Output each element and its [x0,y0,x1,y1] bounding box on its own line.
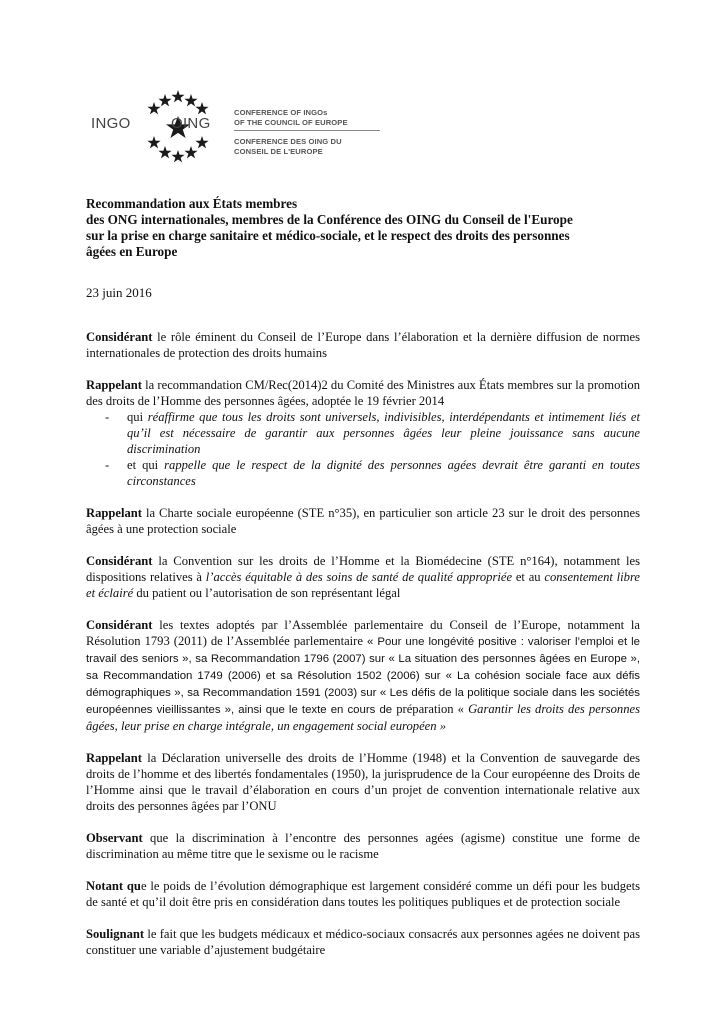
star-icon [171,150,184,162]
star-icon [184,146,197,158]
paragraph-observant [86,830,640,862]
paragraph-text: du patient ou l’autorisation de son représentant légal [133,586,401,600]
paragraph-italic: l’accès équitable à des soins de santé de qualité appropriée [205,570,513,584]
paragraph-considerant-2 [86,553,640,601]
bullet-italic: réaffirme que tous les droits sont universels, indivisibles, interdépendants et intimement liés et qu’il est nécessaire de garantir aux personnes âgées leur pleine jouissance sans aucune discrimination [127,410,640,456]
paragraph-sans-text: « Pour une longévité positive : valoriser l’emploi et le travail des seniors », sa Recommandation 1796 (2007) sur « La situation des personnes âgées en Europe », sa Recommandation 1749 (2006) et sa Résolution 1502 (2006) sur « La cohésion sociale face aux défis démographiques », sa Recommandation 1591 (2003) sur « Les défis de la politique sociale dans les sociétés européennes vieillissantes », ainsi que le texte en cours de [86,636,640,716]
star-icon [195,102,208,114]
bullet-dash: - [105,458,110,472]
star-icon [147,136,160,148]
star-icon [158,94,171,106]
paragraph-considerant-3 [86,617,640,734]
paragraph-rappelant-2 [86,505,640,537]
lead-word: Rappelant [86,751,142,765]
document-title [86,196,646,260]
lead-word: Notant qu [86,879,141,893]
star-icon [147,102,160,114]
paragraph-text: le rôle éminent du Conseil de l’Europe dans l’élaboration et la dernière diffusion de normes internationales de protection des droits humains [86,330,640,360]
lead-word: Considérant [86,330,153,344]
star-icon [171,90,184,102]
document-body [86,329,640,974]
bullet-text: et qui [127,458,165,472]
bullet-italic: rappelle que le respect de la dignité des personnes agées devrait être garanti en toutes circonstances [127,458,640,488]
logo-text-english [234,108,348,128]
document-date: 23 juin 2016 [86,285,152,300]
paragraph-text: la Charte sociale européenne (STE n°35), en particulier son article 23 sur le droit des personnes âgées à une protection sociale [86,506,640,536]
logo-en-line-2: OF THE COUNCIL OF EUROPE [234,118,348,127]
paragraph-rappelant-1 [86,377,640,489]
paragraph-rappelant-3 [86,750,640,814]
paragraph-text: le fait que les budgets médicaux et médico-sociaux consacrés aux personnes agées ne doivent pas constituer une variable d’ajustement budgétaire [86,927,640,957]
logo-en-line-1: CONFERENCE OF INGOs [234,108,328,117]
star-icon [195,136,208,148]
star-icon [158,146,171,158]
paragraph-soulignant [86,926,640,958]
logo-word-oing: OING [171,115,211,132]
paragraph-text: et au [512,570,545,584]
title-line-2: des ONG internationales, membres de la Conférence des OING du Conseil de l'Europe [86,212,573,227]
paragraph-text: la recommandation CM/Rec(2014)2 du Comité des Ministres aux États membres sur la promotion des droits de l’Homme des personnes âgées, adoptée le 19 février 2014 [86,378,640,408]
lead-word: Soulignant [86,927,145,941]
lead-word: Rappelant [86,378,142,392]
paragraph-text: la Déclaration universelle des droits de l’Homme (1948) et la Convention de sauvegarde des droits de l’homme et des libertés fondamentales (1950), la jurisprudence de la Cour européenne des Droits de l’Homme ainsi que le travail d’élaboration en cours d’un projet de convention internationale relative aux droits des personnes âgées par l’ONU [86,751,640,813]
star-icon [184,94,197,106]
bullet-item [105,409,640,457]
paragraph-considerant-1 [86,329,640,361]
lead-word: Considérant [86,618,153,632]
lead-word: Considérant [86,554,153,568]
title-line-3: sur la prise en charge sanitaire et médico-sociale, et le respect des droits des personnes [86,228,570,243]
bullet-item [105,457,640,489]
paragraph-text: la Convention sur les droits de l’Homme et la Biomédecine (STE n°164), notamment les dispositions relatives à [86,554,640,584]
paragraph-text: les textes adoptés par l’Assemblée parlementaire du Conseil de l’Europe, notamment la Résolution 1793 (2011) de l’Assemblée parlementaire [86,618,640,648]
paragraph-italic: consentement libre et éclairé [86,570,640,600]
title-line-4: âgées en Europe [86,244,178,259]
logo-word-ingo: INGO [91,115,131,132]
logo-divider [234,130,380,131]
paragraph-text: que la discrimination à l’encontre des personnes agées (agisme) constitue une forme de discrimination au même titre que le sexisme ou le racisme [86,831,640,861]
logo-text-french [234,137,342,157]
logo-fr-line-1: CONFERENCE DES OING DU [234,137,342,146]
conference-logo [84,88,384,170]
lead-word: Observant [86,831,143,845]
paragraph-notant [86,878,640,910]
bullet-text: qui [127,410,148,424]
paragraph-italic: Garantir les droits des personnes âgées, leur prise en charge intégrale, un engagement social européen » [86,702,640,733]
bullet-dash: - [105,410,110,424]
title-line-1: Recommandation aux États membres [86,196,298,211]
lead-word: Rappelant [86,506,142,520]
paragraph-text: e le poids de l’évolution démographique est largement considéré comme un défi pour les budgets de santé et qu’il doit être pris en considération dans toutes les politiques publiques et de protection sociale [86,879,640,909]
paragraph-text: préparation « [392,702,469,716]
logo-fr-line-2: CONSEIL DE L'EUROPE [234,147,323,156]
